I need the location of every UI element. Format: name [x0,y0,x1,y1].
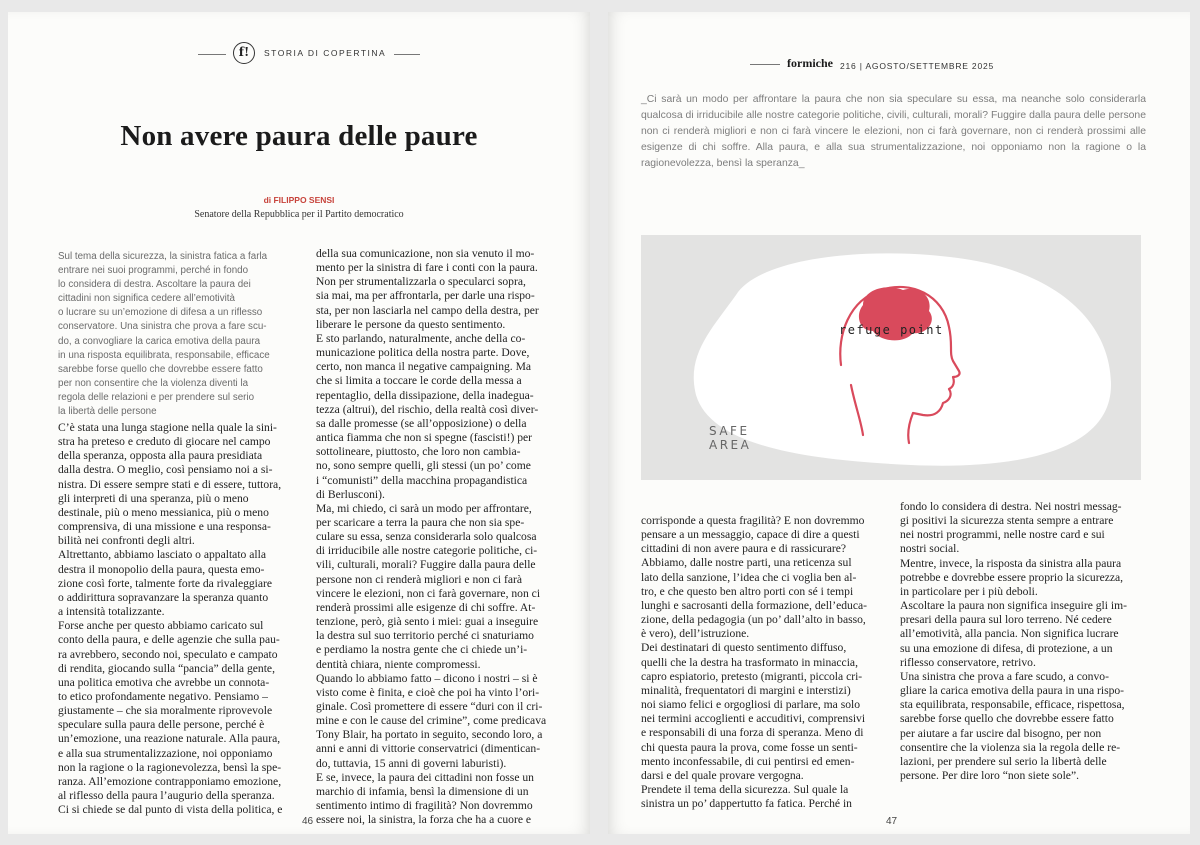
text-line: Ci si chiede se dal punto di vista della politica, e [58,803,283,817]
text-line: persone. Per dire loro “non siete sole”. [900,768,1080,782]
text-line: su una emozione di difesa, di protezione, a un [900,641,1113,655]
lead-line: do, a convogliare la carica emotiva della paura [58,335,261,347]
text-line: della sua comunicazione, non sia venuto il mo- [316,247,535,260]
text-line: sentimento intimo di fragilità? Non dovremmo [316,799,533,813]
body-column-2 [316,247,564,827]
text-line: vincere le elezioni, non ci farà governare, non ci [316,586,541,600]
text-line: nostri social. [900,542,960,556]
lead-line: lo considera di destra. Ascoltare la paura dei [58,279,251,291]
text-line: bilità nei confronti degli altri. [58,534,195,548]
text-line: dentità chiara, niente compromessi. [316,657,481,671]
page-number: 46 [302,816,314,827]
text-line: Mentre, invece, la risposta da sinistra alla paura [900,556,1122,570]
page-number: 47 [886,816,898,827]
left-page [8,12,590,834]
text-line: E se, invece, la paura dei cittadini non fosse un [316,770,534,784]
text-line: ranza. All’emozione contrapponiamo emozione, [58,774,282,788]
text-line: tezza (altrui), del rischio, della realtà così diver- [316,402,539,416]
lead-line: entrare nei suoi programmi, perché in fondo [58,265,249,277]
text-line: municazione politica della nostra parte. Dove, [316,346,530,360]
text-line: anni e anni di vittorie conservatrici (dimentican- [316,742,541,756]
text-line: Abbiamo, dalle nostre parti, una reticenza sul [641,556,852,570]
text-line: lunghi e sacrosanti della formazione, dell’educa- [641,598,867,612]
text-line: sinistra un po’ dappertutto fa fatica. Perché in [641,797,852,811]
text-line: visto come è finita, e cioè che poi ha vinto l’ori- [316,685,540,699]
area-label: AREA [709,438,752,452]
author-role: Senatore della Repubblica per il Partito democratico [194,209,404,220]
text-line: gli interpreti di una speranza, più o meno [58,491,249,505]
section-header [198,42,418,66]
magazine-header [750,56,1190,76]
text-line: antica fiamma che non si spegne (fascisti!) per [316,431,533,445]
lead-line: per non consentire che la violenza diventi la [58,377,249,389]
text-line: sa dalle promesse (se all’opposizione) o della [316,416,527,430]
lead-line: in una risposta equilibrata, responsabile, efficace [58,349,270,361]
text-line: ra avrebbero, secondo noi, speculato e campato [58,647,278,661]
text-line: mento inconfessabile, di cui pentirsi ed emen- [641,754,855,768]
text-line: chi questa paura la prova, come fosse un senti- [641,740,858,754]
text-line: Prendete il tema della sicurezza. Sul quale la [641,782,849,796]
text-line: Forse anche per questo abbiamo caricato sul [58,619,264,633]
text-line: tenzione, però, già sento i miei: guai a inseguire [316,615,539,629]
text-line: nei nostri programmi, nelle nostre card e sui [900,528,1105,542]
text-line: cittadini di non avere paura e di rassicurare? [641,542,847,556]
text-line: gliare la carica emotiva della paura in una rispo- [900,684,1125,698]
text-line: mine e con le cause del crimine”, come predicava [316,714,547,728]
text-line: Non per strumentalizzarla o specularci sopra, [316,275,526,289]
lead-line: regola delle relazioni e per prendere sul serio [58,391,255,403]
safe-label: SAFE [709,424,750,438]
text-line: consentire che la violenza sia la regola delle re- [900,740,1121,754]
text-line: lato della sanzione, l’idea che ci voglia ben al- [641,570,857,584]
text-line: sia mai, ma per affrontarla, per darle una rispo- [316,289,535,303]
text-line: Tony Blair, ha portato in seguito, secondo loro, a [316,728,543,742]
text-line: di Berlusconi). [316,487,385,501]
text-line: to etico profondamente negativo. Pensiamo – [58,689,268,703]
text-line: no, sono sempre quelli, gli stessi (un po’ come [316,459,531,473]
lead-line: o lucrare su un’emozione di difesa a un riflesso [58,307,263,319]
text-line: E sto parlando, naturalmente, anche della co- [316,331,526,345]
text-line: un’emozione, una reazione naturale. Alla paura, [58,732,281,746]
text-line: do, tuttavia, 15 anni di governi laburisti). [316,756,507,770]
text-line: repentaglio, della dissipazione, della inadegua- [316,388,534,402]
text-line: Altrettanto, abbiamo lasciato o appaltato alla [58,548,266,562]
text-line: la destra sul suo territorio perché ci snaturiamo [316,629,534,643]
text-line: ginale. Così promettere di essere “duri con il cri- [316,700,543,713]
text-line: destra il monopolio della paura, questa emo- [58,562,265,576]
illustration [641,235,1141,480]
text-line: non la ragione o la ragionevolezza, bensì la spe- [58,760,282,774]
text-line: sta, per non lasciarla nel campo della destra, per [316,303,539,317]
text-line: zione così forte, talmente forte da rivaleggiare [58,576,273,590]
text-line: lazioni, per prendere sul serio la libertà delle [900,754,1107,768]
lead-line: la libertà delle persone [58,406,157,418]
refuge-point-illustration [641,235,1141,480]
refuge-point-label: refuge point [839,323,944,337]
text-line: per aiutare a far uscire dal bisogno, per non [900,726,1102,740]
text-line: Quando lo abbiamo fatto – dicono i nostri – si è [316,671,538,685]
lead-line: conservatore. Una sinistra che prova a fare scu- [58,321,267,333]
formiche-logo-icon: f! [233,42,255,64]
text-line: tro, e che questo ben altro porti con sé i tempi [641,584,854,598]
white-blob-shape [694,253,1111,465]
text-line: giustamente – che sia moralmente riprovevole [58,704,273,718]
text-line: destinale, più o meno messianica, più o meno [58,505,269,519]
body-column-4 [900,500,1146,783]
text-line: Ascoltare la paura non significa inseguire gli im- [900,599,1127,613]
text-line: a intensità totalizzante. [58,605,165,619]
text-line: e perdiamo la nostra gente che ci chiede un’i- [316,643,528,657]
author-byline: di FILIPPO SENSI [263,195,335,205]
text-line: in particolare per i più deboli. [900,584,1038,598]
text-line: certo, non manca il negative campaigning. Ma [316,360,532,374]
text-line: Dei destinatari di questo sentimento diffuso, [641,641,847,655]
text-line: di irriducibile alle nostre categorie politiche, ci- [316,544,538,558]
lead-line: cittadini non significa cedere all’emotività [58,293,235,305]
text-line: pensare a un messaggio, capace di dire a questi [641,528,860,542]
text-line: Ma, mi chiedo, ci sarà un modo per affrontare, [316,501,532,515]
text-line: capro espiatorio, pretesto (migranti, piccola cri- [641,669,863,683]
right-page [608,12,1190,834]
text-line: nei termini accoglienti e accuditivi, comprensivi [641,712,866,726]
issue-info: 216 | AGOSTO/SETTEMBRE 2025 [840,61,995,71]
pull-quote: _Ci sarà un modo per affrontare la paura che non sia speculare su essa, ma neanche solo considerarla qualcosa di irriducibile alle nostre categorie politiche, civili, culturali, morali? Fuggire dalla paura delle persone non ci renderà migliori e non ci farà vincere le elezioni, non ci farà governare, non ci renderà prossimi alle esigenze di chi soffre. Alla paura, e alla sua strumentalizzazione, noi opponiamo non la ragione o la ragionevolezza, bensì la speranza_ [641,94,1146,170]
text-line: sottolineare, piuttosto, che loro non cambia- [316,445,521,459]
brand-name: formiche [787,56,833,70]
text-line: speculare sulla paura delle persone, perché è [58,718,265,732]
text-line: al riflesso della paura l’augurio della speranza. [58,789,275,803]
text-line: per scaricare a terra la paura che non sia spe- [316,515,525,529]
text-line: nistra. Di essere sempre stati e di essere, tuttora, [58,477,282,491]
header-rule [750,64,780,65]
text-line: e responsabili di una forza di speranza. Meno di [641,726,864,740]
text-line: minalità, frequentatori di margini e interstizi) [641,683,851,697]
text-line: i “comunisti” della macchina propagandistica [316,473,528,487]
body-column-3 [641,514,884,811]
text-line: che si limita a toccare le corde della messa a [316,374,522,388]
text-line: C’è stata una lunga stagione nella quale la sini- [58,421,277,434]
text-line: corrisponde a questa fragilità? E non dovremmo [641,514,865,527]
text-line: darsi e del quale provare vergogna. [641,768,804,782]
text-line: potrebbe e dovrebbe essere proprio la sicurezza, [900,570,1124,584]
text-line: fondo lo considera di destra. Nei nostri messag- [900,500,1122,513]
text-line: renderà prossimi alle esigenze di chi soffre. At- [316,600,536,614]
text-line: all’emotività, alla pancia. Non significa lucrare [900,627,1119,641]
section-label: STORIA DI COPERTINA [264,48,387,58]
article-title: Non avere paura delle paure [120,120,478,152]
header-rule-right [394,54,420,55]
text-line: di rendita, giocando sulla “pancia” della gente, [58,661,275,675]
text-line: presari della paura sul loro terreno. Né cedere [900,613,1112,627]
text-line: una politica emotiva che avrebbe un connota- [58,675,270,689]
text-line: sta equilibrata, responsabile, efficace, rispettosa, [900,698,1125,712]
text-line: noi siamo felici e orgogliosi di parlare, ma solo [641,698,861,712]
text-line: stra ha preteso e creduto di giocare nel campo [58,435,271,449]
text-line: vili, culturali, morali? Fuggire dalla paura delle [316,558,536,572]
text-line: mento per la sinistra di fare i conti con la paura. [316,261,538,275]
article-lead [58,250,308,419]
text-line: conto della paura, e delle agenzie che sulla pau- [58,633,280,647]
header-rule-left [198,54,226,55]
lead-line: Sul tema della sicurezza, la sinistra fatica a farla [58,251,268,262]
text-line: zione, della pedagogia (un po’ dall’alto in basso, [641,613,866,627]
text-line: e alla sua strumentalizzazione, noi opponiamo [58,746,273,760]
text-line: della speranza, opposta alla paura presidiata [58,449,263,463]
text-line: persone non ci renderà migliori e non ci farà [316,572,523,586]
text-line: quelli che la destra ha trasformato in minaccia, [641,655,858,669]
text-line: comprensiva, di una missione e una responsa- [58,520,271,534]
text-line: sarebbe forse quello che dovrebbe essere fatto [900,712,1114,726]
text-line: liberare le persone da questo sentimento. [316,317,506,331]
text-line: o addirittura sopravanzare la speranza quanto [58,590,269,604]
lead-line: sarebbe forse quello che dovrebbe essere fatto [58,363,263,375]
body-column-1 [58,421,306,817]
text-line: marchio di infamia, bensì la dimensione di un [316,784,529,798]
text-line: culare su essa, senza considerarla solo qualcosa [316,530,537,544]
text-line: dalla destra. O meglio, così pensiamo noi a si- [58,463,273,477]
text-line: Una sinistra che prova a fare scudo, a convo- [900,669,1109,683]
text-line: essere noi, la sinistra, la forza che ha a cuore e [316,813,532,827]
text-line: gi positivi la sicurezza stenta sempre a entrare [900,514,1114,528]
text-line: è vero), dell’istruzione. [641,627,750,641]
text-line: riflesso conservatore, retrivo. [900,655,1036,669]
